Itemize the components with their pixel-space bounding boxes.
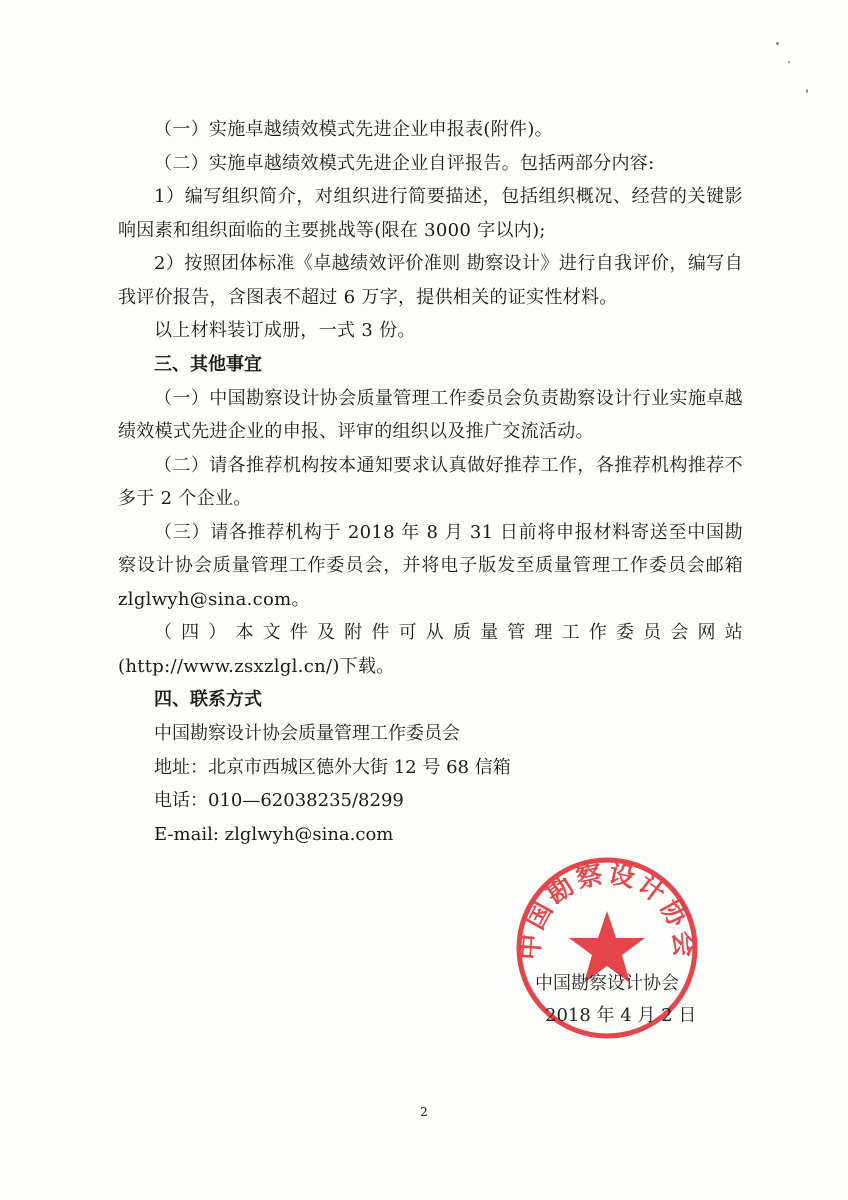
scan-speck [788, 61, 790, 63]
other-matters-item-4: （四）本文件及附件可从质量管理工作委员会网站(http://www.zsxzlgl.cn/)下载。 [118, 622, 743, 677]
subitem-org-profile: 1）编写组织简介，对组织进行简要描述，包括组织概况、经营的关键影响因素和组织面临的主要挑战等(限在 3000 字以内); [118, 186, 743, 241]
subitem-self-evaluation: 2）按照团体标准《卓越绩效评价准则 勘察设计》进行自我评价，编写自我评价报告，含图表不超过 6 万字，提供相关的证实性材料。 [118, 253, 743, 308]
scan-speck [806, 89, 808, 93]
section-heading-contact: 四、联系方式 [154, 689, 262, 710]
other-matters-item-1: （一）中国勘察设计协会质量管理工作委员会负责勘察设计行业实施卓越绩效模式先进企业的申报、评审的组织以及推广交流活动。 [118, 387, 743, 442]
other-matters-item-2: （二）请各推荐机构按本通知要求认真做好推荐工作，各推荐机构推荐不多于 2 个企业。 [118, 454, 743, 509]
binding-note: 以上材料装订成册，一式 3 份。 [154, 320, 416, 341]
signoff-date: 2018 年 4 月 2 日 [545, 1005, 697, 1026]
other-matters-item-3: （三）请各推荐机构于 2018 年 8 月 31 日前将申报材料寄送至中国勘察设计协会质量管理工作委员会，并将电子版发至质量管理工作委员会邮箱 zlglwyh@sina.com。 [118, 521, 743, 610]
contact-phone: 电话：010—62038235/8299 [154, 790, 404, 811]
item-self-evaluation-report: （二）实施卓越绩效模式先进企业自评报告。包括两部分内容: [154, 152, 655, 174]
page-number: 2 [420, 1105, 428, 1119]
signoff-organization: 中国勘察设计协会 [535, 973, 679, 994]
contact-address: 地址：北京市西城区德外大街 12 号 68 信箱 [154, 756, 511, 778]
contact-email: E-mail: zlglwyh@sina.com [154, 823, 394, 845]
signoff-block [535, 968, 715, 1032]
section-heading-other-matters: 三、其他事宜 [154, 353, 262, 375]
document-body [118, 113, 743, 851]
scan-speck [776, 42, 779, 45]
seal-arc-text: 中国勘察设计协会 [515, 859, 699, 962]
contact-org: 中国勘察设计协会质量管理工作委员会 [154, 723, 460, 744]
item-application-form: （一）实施卓越绩效模式先进企业申报表(附件)。 [154, 119, 553, 140]
